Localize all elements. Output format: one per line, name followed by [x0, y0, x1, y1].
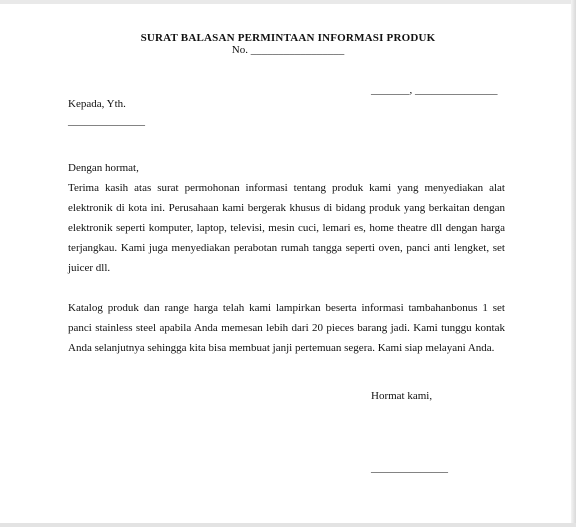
letter-number: No. _________________ — [231, 44, 345, 56]
recipient-block — [68, 96, 145, 130]
greeting: Dengan hormat, — [68, 162, 139, 174]
signature-line: ______________ — [371, 462, 448, 474]
recipient-name-line: ______________ — [68, 115, 145, 127]
place-date-line: _______, _______________ — [371, 84, 498, 96]
page-edge-top — [0, 0, 576, 4]
letter-title: SURAT BALASAN PERMINTAAN INFORMASI PRODUK — [140, 32, 436, 44]
closing: Hormat kami, — [371, 390, 433, 402]
letter-body — [68, 158, 505, 358]
paragraph-2: Katalog produk dan range harga telah kami lampirkan beserta informasi tambahanbonus 1 set panci stainless steel apabila Anda memesan lebih dari 20 pieces barang jadi. Kami tunggu kontak Anda selanjutnya sehingga kita bisa membuat janji pertemuan segera. Kami siap melayani Anda. — [68, 302, 505, 354]
page-edge-shadow — [571, 0, 576, 527]
paragraph-1: Terima kasih atas surat permohonan informasi tentang produk kami yang menyediakan alat elektronik di kota ini. Perusahaan kami bergerak khusus di bidang produk yang berkaitan dengan elektronik seperti komputer, laptop, televisi, mesin cuci, lemari es, home theatre dll dengan harga terjangkau. Kami juga menyediakan perabotan rumah tangga seperti oven, panci anti lengket, set juicer dll. — [68, 182, 505, 274]
recipient-salutation: Kepada, Yth. — [68, 98, 126, 110]
page-edge-bottom — [0, 523, 576, 527]
